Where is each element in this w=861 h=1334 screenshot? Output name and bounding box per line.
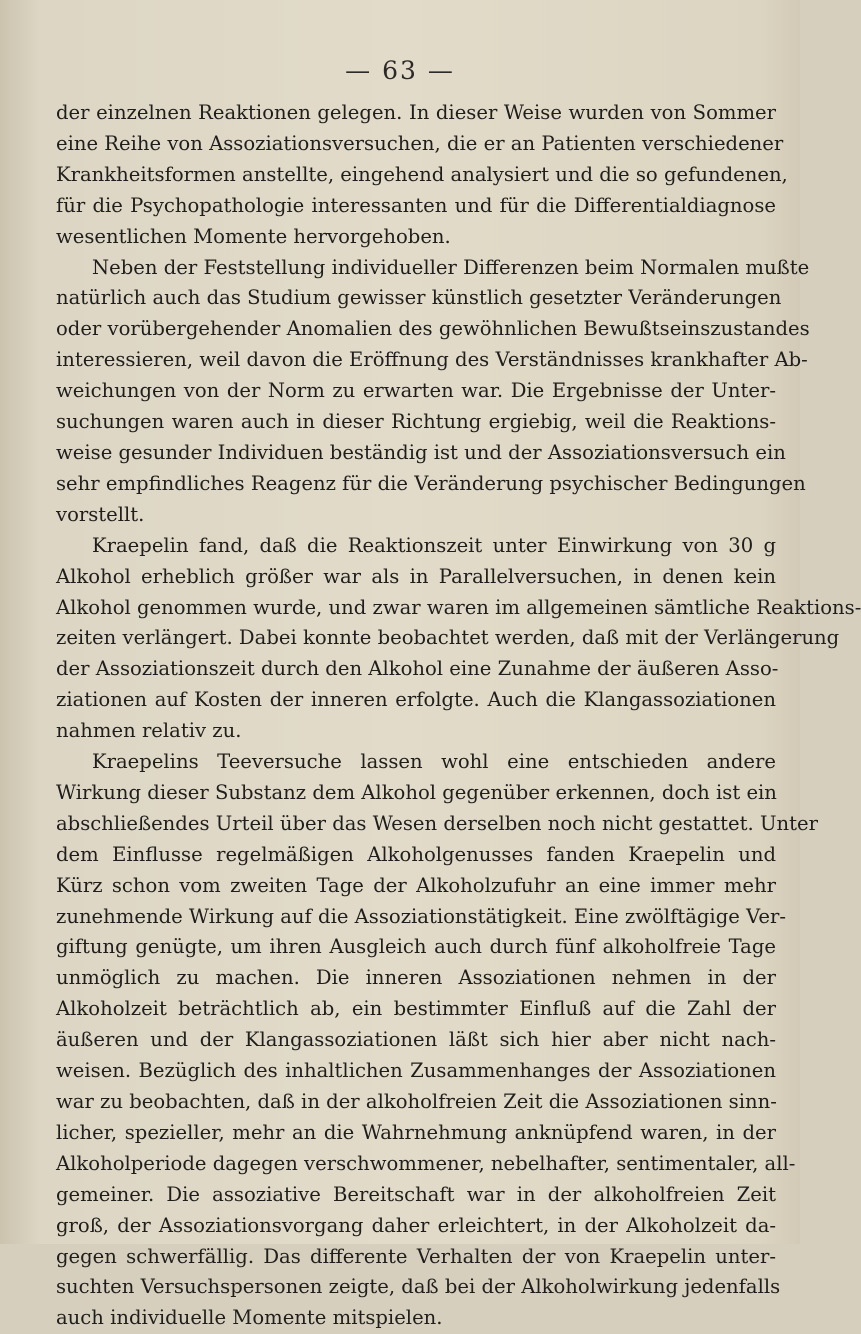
- text-line: nahmen relativ zu.: [56, 719, 242, 743]
- text-line: äußeren und der Klangassoziationen läßt sich hier aber nicht nach-: [56, 1028, 776, 1052]
- text-line: zunehmende Wirkung auf die Assoziationstätigkeit. Eine zwölftägige Ver-: [56, 904, 786, 928]
- paragraph: [56, 531, 861, 747]
- text-line: weichungen von der Norm zu erwarten war. Die Ergebnisse der Unter-: [56, 379, 776, 403]
- text-line: Alkohol erheblich größer war als in Parallelversuchen, in denen kein: [56, 564, 776, 588]
- text-line: unmöglich zu machen. Die inneren Assoziationen nehmen in der: [56, 966, 776, 990]
- paragraph: [56, 253, 810, 531]
- text-line: dem Einflusse regelmäßigen Alkoholgenusses fanden Kraepelin und: [56, 842, 776, 866]
- text-line: sehr empfindliches Reagenz für die Veränderung psychischer Bedingungen: [56, 471, 806, 495]
- paragraph: [56, 98, 788, 253]
- text-line: suchungen waren auch in dieser Richtung ergiebig, weil die Reaktions-: [56, 410, 776, 434]
- text-line: Neben der Feststellung individueller Differenzen beim Normalen mußte: [92, 255, 810, 279]
- text-line: Kraepelins Teeversuche lassen wohl eine entschieden andere: [92, 750, 776, 774]
- text-line: zeiten verlängert. Dabei konnte beobachtet werden, daß mit der Verlängerung: [56, 626, 840, 650]
- text-line: auch individuelle Momente mitspielen.: [56, 1306, 443, 1330]
- text-line: licher, spezieller, mehr an die Wahrnehmung anknüpfend waren, in der: [56, 1120, 776, 1144]
- text-line: Alkoholperiode dagegen verschwommener, nebelhafter, sentimentaler, all-: [56, 1151, 796, 1175]
- text-line: abschließendes Urteil über das Wesen derselben noch nicht gestattet. Unter: [56, 811, 818, 835]
- text-line: gegen schwerfällig. Das differente Verhalten der von Kraepelin unter-: [56, 1244, 776, 1268]
- text-line: suchten Versuchspersonen zeigte, daß bei der Alkoholwirkung jedenfalls: [56, 1275, 781, 1299]
- text-line: eine Reihe von Assoziationsversuchen, die er an Patienten verschiedener: [56, 131, 784, 155]
- body-text: [56, 98, 861, 1334]
- page-number: — 63 —: [345, 56, 455, 85]
- text-line: Alkoholzeit beträchtlich ab, ein bestimmter Einfluß auf die Zahl der: [56, 997, 776, 1021]
- text-line: der einzelnen Reaktionen gelegen. In dieser Weise wurden von Sommer: [56, 101, 776, 124]
- text-line: wesentlichen Momente hervorgehoben.: [56, 224, 451, 248]
- text-line: Alkohol genommen wurde, und zwar waren im allgemeinen sämtliche Reaktions-: [56, 595, 861, 619]
- text-line: für die Psychopathologie interessanten und für die Differentialdiagnose: [56, 193, 776, 217]
- text-line: war zu beobachten, daß in der alkoholfreien Zeit die Assoziationen sinn-: [56, 1090, 777, 1113]
- text-line: vorstellt.: [56, 502, 145, 526]
- text-line: interessieren, weil davon die Eröffnung des Verständnisses krankhafter Ab-: [56, 348, 808, 372]
- text-line: Wirkung dieser Substanz dem Alkohol gegenüber erkennen, doch ist ein: [56, 780, 777, 804]
- text-line: giftung genügte, um ihren Ausgleich auch durch fünf alkoholfreie Tage: [56, 935, 776, 959]
- text-line: groß, der Assoziationsvorgang daher erleichtert, in der Alkoholzeit da-: [56, 1213, 776, 1237]
- text-line: natürlich auch das Studium gewisser künstlich gesetzter Veränderungen: [56, 286, 782, 310]
- text-line: Kürz schon vom zweiten Tage der Alkoholzufuhr an eine immer mehr: [56, 873, 776, 897]
- text-line: Krankheitsformen anstellte, eingehend analysiert und die so gefundenen,: [56, 162, 788, 186]
- text-line: weisen. Bezüglich des inhaltlichen Zusammenhanges der Assoziationen: [56, 1059, 776, 1083]
- text-line: gemeiner. Die assoziative Bereitschaft war in der alkoholfreien Zeit: [56, 1182, 776, 1206]
- text-line: Kraepelin fand, daß die Reaktionszeit unter Einwirkung von 30 g: [92, 533, 776, 557]
- text-line: ziationen auf Kosten der inneren erfolgte. Auch die Klangassoziationen: [56, 688, 776, 712]
- text-line: weise gesunder Individuen beständig ist und der Assoziationsversuch ein: [56, 440, 786, 464]
- paragraph: [56, 747, 818, 1334]
- text-line: oder vorübergehender Anomalien des gewöhnlichen Bewußtseinszustandes: [56, 317, 810, 341]
- text-line: der Assoziationszeit durch den Alkohol eine Zunahme der äußeren Asso-: [56, 657, 779, 681]
